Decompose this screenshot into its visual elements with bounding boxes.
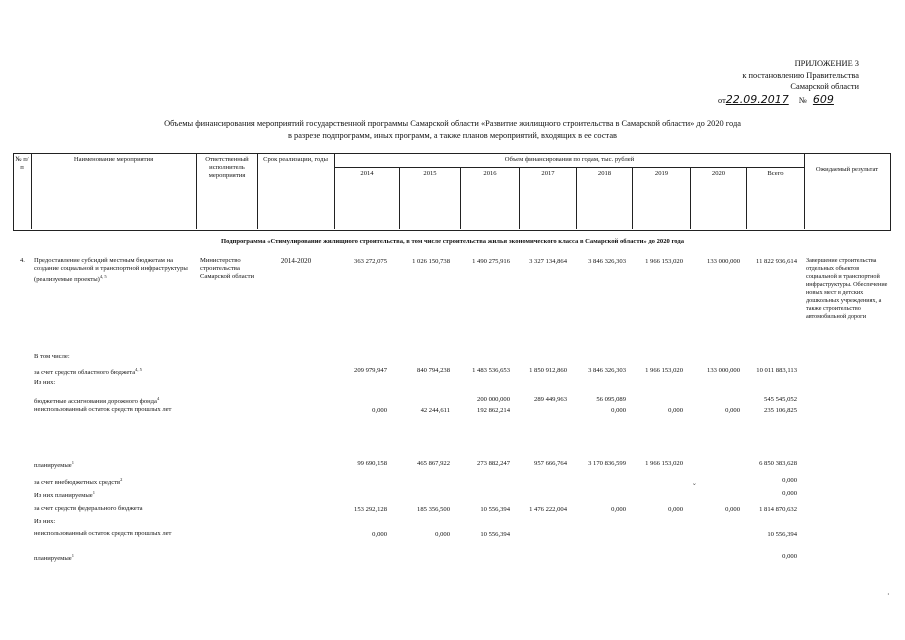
row-divider <box>334 167 804 168</box>
header-volume: Объем финансирования по годам, тыс. рублей <box>504 156 635 163</box>
value-cell: 0,000 <box>782 490 797 497</box>
value-cell: 0,000 <box>372 407 387 414</box>
value-cell: 11 822 936,614 <box>756 258 797 265</box>
row-label <box>34 395 334 406</box>
row-label <box>34 518 334 526</box>
value-cell: 1 814 870,632 <box>759 506 797 513</box>
scan-mark: ˘ <box>693 482 696 491</box>
header-name: Наименование мероприятия <box>73 156 154 163</box>
row-label-text: планируемые <box>34 555 72 563</box>
value-cell: 0,000 <box>725 506 740 513</box>
col-divider <box>31 153 32 229</box>
value-cell: 3 327 134,864 <box>529 258 567 265</box>
value-cell: 192 862,214 <box>477 407 510 414</box>
row-label-text: Из них планируемые <box>34 492 93 500</box>
document-subtitle: в разрезе подпрограмм, иных программ, а также планов мероприятий, входящих в ее состав <box>287 131 617 140</box>
row-label-text: бюджетные ассигнования дорожного фонда <box>34 398 157 406</box>
header-executor: Ответственный исполнитель мероприятия <box>205 156 249 179</box>
header-year-2020: 2020 <box>711 170 726 177</box>
col-divider <box>334 153 335 229</box>
value-cell: 3 846 326,303 <box>588 258 626 265</box>
value-cell: 200 000,000 <box>477 396 510 403</box>
header-year-2014: 2014 <box>360 170 374 177</box>
row-label-text: В том числе: <box>34 353 70 360</box>
value-cell: 363 272,075 <box>354 258 387 265</box>
item-name-text: Предоставление субсидий местным бюджетам на создание социальной и транспортной инфраструктуры (реализуемые проекты) <box>34 257 188 284</box>
header-year-2018: 2018 <box>597 170 612 177</box>
footnote-mark: 1 <box>71 553 74 558</box>
document-title: Объемы финансирования мероприятий государственной программы Самарской области «Развитие жилищного строительства в Самарской области» до 2020 года <box>164 119 741 128</box>
value-cell: 56 095,089 <box>596 396 626 403</box>
footnote-mark: 4 <box>156 396 160 401</box>
row-label-text: Из них: <box>34 379 56 386</box>
value-cell: 0,000 <box>611 506 626 513</box>
value-cell: 10 556,394 <box>480 531 510 538</box>
row-label <box>34 379 334 387</box>
value-cell: 1 966 153,020 <box>645 367 683 374</box>
header-year-2015: 2015 <box>423 170 437 177</box>
value-cell: 10 556,394 <box>480 506 510 513</box>
value-cell: 209 979,947 <box>354 367 387 374</box>
col-divider <box>257 153 258 229</box>
row-label-text: неиспользованный остаток средств прошлых лет <box>34 530 172 537</box>
value-cell: 545 545,052 <box>764 396 797 403</box>
value-cell: 289 449,963 <box>534 396 567 403</box>
value-cell: 3 846 326,303 <box>588 367 626 374</box>
header-result: Ожидаемый результат <box>815 166 879 173</box>
row-label <box>34 366 334 377</box>
value-cell: 0,000 <box>611 407 626 414</box>
row-label-text: за счет средств областного бюджета <box>34 369 136 377</box>
row-label <box>34 459 334 470</box>
item-term: 2014-2020 <box>280 257 312 265</box>
value-cell: 0,000 <box>668 407 683 414</box>
row-label <box>34 505 334 513</box>
value-cell: 0,000 <box>725 407 740 414</box>
number-sign: № <box>798 96 807 105</box>
header-year-2017: 2017 <box>541 170 555 177</box>
row-label <box>34 476 334 487</box>
appendix-region: Самарской области <box>790 82 859 91</box>
row-label-text: за счет средств федерального бюджета <box>34 505 143 512</box>
row-label-text: за счет внебюджетных средств <box>34 479 121 487</box>
value-cell: 0,000 <box>782 553 797 560</box>
appendix-title: ПРИЛОЖЕНИЕ 3 <box>794 59 859 68</box>
value-cell: 0,000 <box>435 531 450 538</box>
header-year-2016: 2016 <box>483 170 497 177</box>
row-label <box>34 406 174 414</box>
item-name-sup: 4, 5 <box>99 274 107 279</box>
row-label <box>34 552 334 563</box>
value-cell: 465 867,922 <box>417 460 450 467</box>
footnote-mark: 1 <box>92 490 95 495</box>
item-number: 4. <box>20 257 25 264</box>
item-name <box>34 257 196 284</box>
handwritten-number: 609 <box>812 93 834 106</box>
value-cell: 153 292,128 <box>354 506 387 513</box>
row-label <box>34 489 334 500</box>
table-header-border <box>13 153 891 231</box>
row-label-text: неиспользованный остаток средств прошлых лет <box>34 406 172 413</box>
value-cell: 133 000,000 <box>707 258 740 265</box>
col-divider <box>804 153 805 229</box>
value-cell: 133 000,000 <box>707 367 740 374</box>
row-label <box>34 530 174 538</box>
value-cell: 0,000 <box>782 477 797 484</box>
value-cell: 10 011 883,113 <box>756 367 797 374</box>
value-cell: 0,000 <box>372 531 387 538</box>
row-label-text: планируемые <box>34 462 72 470</box>
handwritten-date: 22.09.2017 <box>725 93 789 106</box>
header-total: Всего <box>767 170 784 177</box>
value-cell: 0,000 <box>668 506 683 513</box>
value-cell: 273 882,247 <box>477 460 510 467</box>
value-cell: 957 666,764 <box>534 460 567 467</box>
subprogram-title: Подпрограмма «Стимулирование жилищного строительства, в том числе строительства жилья экономического класса в Самарской области» до 2020 года <box>220 238 685 245</box>
value-cell: 235 106,825 <box>764 407 797 414</box>
scan-mark: · <box>887 590 890 599</box>
col-divider <box>196 153 197 229</box>
footnote-mark: 2 <box>120 477 123 482</box>
value-cell: 1 966 153,020 <box>645 460 683 467</box>
value-cell: 1 026 150,738 <box>412 258 450 265</box>
value-cell: 1 476 222,004 <box>529 506 567 513</box>
value-cell: 840 794,238 <box>417 367 450 374</box>
appendix-date-line <box>718 93 834 106</box>
value-cell: 99 690,158 <box>357 460 387 467</box>
item-result: Завершение строительства отдельных объектов социальной и транспортной инфраструктуры. Обеспечение новых мест в детских дошкольных учреждениях, а также строительство автомобильной дороги <box>806 257 888 320</box>
row-label-text: Из них: <box>34 518 56 525</box>
value-cell: 42 244,611 <box>420 407 450 414</box>
footnote-mark: 4, 5 <box>135 367 142 372</box>
row-label <box>34 353 334 361</box>
header-term: Срок реализации, годы <box>263 156 328 163</box>
value-cell: 6 850 383,628 <box>759 460 797 467</box>
value-cell: 1 966 153,020 <box>645 258 683 265</box>
value-cell: 10 556,394 <box>767 531 797 538</box>
footnote-mark: 1 <box>71 460 74 465</box>
value-cell: 185 356,500 <box>417 506 450 513</box>
value-cell: 1 850 912,860 <box>529 367 567 374</box>
header-year-2019: 2019 <box>654 170 669 177</box>
value-cell: 3 170 836,599 <box>588 460 626 467</box>
value-cell: 1 483 536,653 <box>472 367 510 374</box>
date-prefix: от <box>718 96 726 105</box>
value-cell: 1 490 275,916 <box>472 258 510 265</box>
appendix-resolution: к постановлению Правительства <box>742 71 859 80</box>
item-executor: Министерство строительства Самарской области <box>200 257 254 280</box>
header-num: № п/п <box>15 156 29 171</box>
